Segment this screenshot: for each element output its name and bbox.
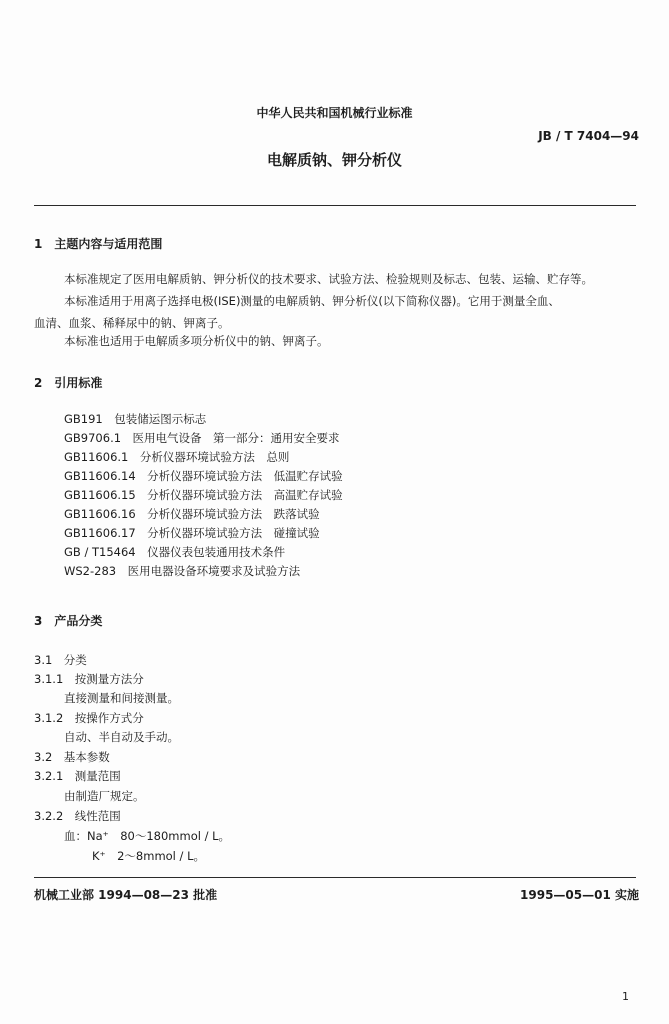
- section-1-para-3: 本标准也适用于电解质多项分析仪中的钠、钾离子。: [64, 334, 329, 348]
- section-1-para-2-cont: 血清、血浆、稀释尿中的钠、钾离子。: [34, 316, 230, 330]
- clause-3-1-1: 3.1.1 按测量方法分: [34, 672, 144, 686]
- reference-item: GB11606.17 分析仪器环境试验方法 碰撞试验: [64, 526, 320, 540]
- page-number: 1: [622, 990, 629, 1003]
- reference-item: GB11606.16 分析仪器环境试验方法 跌落试验: [64, 507, 320, 521]
- section-1-para-2: 本标准适用于用离子选择电极(ISE)测量的电解质钠、钾分析仪(以下简称仪器)。它用于测量全血、: [64, 294, 560, 308]
- clause-3-1-2-body: 自动、半自动及手动。: [64, 730, 179, 744]
- clause-3-2-1-body: 由制造厂规定。: [64, 789, 145, 803]
- header-rule: [34, 205, 636, 206]
- reference-list: [64, 410, 343, 581]
- clause-3-2-1: 3.2.1 测量范围: [34, 769, 121, 783]
- section-1-heading: 1 主题内容与适用范围: [34, 237, 163, 251]
- clause-3-1-2: 3.1.2 按操作方式分: [34, 711, 144, 725]
- linear-range-k: K⁺ 2～8mmol / L。: [92, 849, 205, 863]
- implementation-date: 1995—05—01 实施: [520, 888, 639, 902]
- clause-3-2-2: 3.2.2 线性范围: [34, 809, 121, 823]
- reference-item: GB11606.15 分析仪器环境试验方法 高温贮存试验: [64, 488, 343, 502]
- footer-rule: [34, 877, 636, 878]
- clause-3-1-1-body: 直接测量和间接测量。: [64, 691, 179, 705]
- document-title: 电解质钠、钾分析仪: [266, 151, 402, 169]
- section-1-para-1: 本标准规定了医用电解质钠、钾分析仪的技术要求、试验方法、检验规则及标志、包装、运输、贮存等。: [64, 272, 593, 286]
- reference-item: GB191 包装储运图示标志: [64, 412, 207, 426]
- reference-item: GB / T15464 仪器仪表包装通用技术条件: [64, 545, 286, 559]
- reference-item: GB11606.14 分析仪器环境试验方法 低温贮存试验: [64, 469, 343, 483]
- linear-range-na: 血：Na⁺ 80～180mmol / L。: [64, 829, 231, 843]
- section-3-heading: 3 产品分类: [34, 614, 103, 628]
- approval-line: 机械工业部 1994—08—23 批准: [34, 888, 218, 902]
- clause-3-2: 3.2 基本参数: [34, 750, 110, 764]
- reference-item: WS2-283 医用电器设备环境要求及试验方法: [64, 564, 301, 578]
- section-2-heading: 2 引用标准: [34, 376, 103, 390]
- reference-item: GB11606.1 分析仪器环境试验方法 总则: [64, 450, 290, 464]
- clause-3-1: 3.1 分类: [34, 653, 87, 667]
- standard-number: JB / T 7404—94: [538, 129, 639, 143]
- reference-item: GB9706.1 医用电气设备 第一部分：通用安全要求: [64, 431, 340, 445]
- standard-organization: 中华人民共和国机械行业标准: [256, 106, 413, 120]
